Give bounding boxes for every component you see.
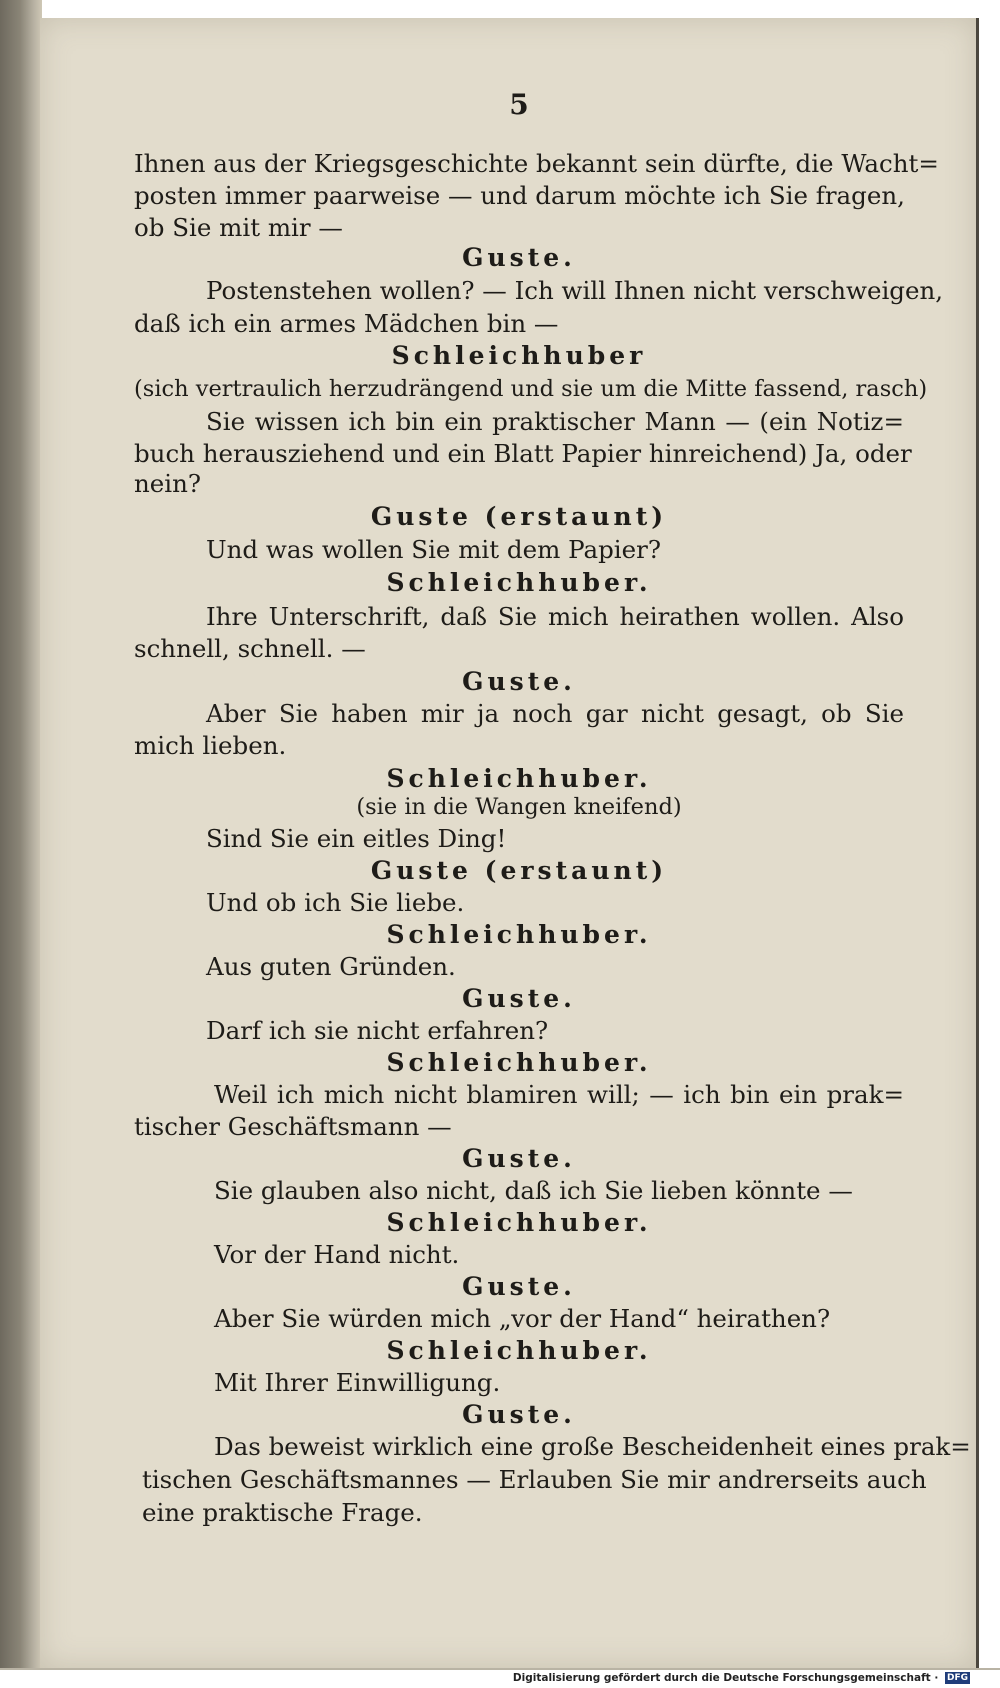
text-line: daß ich ein armes Mädchen bin — [134,309,559,338]
speaker-name: Schleichhuber. [386,1048,652,1077]
speaker-name: Schleichhuber. [386,1336,652,1365]
text-line: Sie wissen ich bin ein praktischer Mann — (ein Notiz= [206,407,904,436]
page-bottom-edge [0,1668,1000,1670]
speaker-name: Guste. [462,1144,576,1173]
speaker-name: Guste. [462,667,576,696]
text-line: ob Sie mit mir — [134,213,343,242]
text-line: Ihre Unterschrift, daß Sie mich heirathen wollen. Also [206,602,904,631]
text-line: Postenstehen wollen? — Ich will Ihnen nicht verschweigen, [206,276,944,305]
speaker-name: Guste. [462,1400,576,1429]
text-line: Sie glauben also nicht, daß ich Sie lieben könnte — [214,1176,853,1205]
speaker-name: Guste. [462,984,576,1013]
text-line: Darf ich sie nicht erfahren? [206,1016,549,1045]
dfg-logo: DFG [946,1673,968,1683]
speaker-name: Schleichhuber. [386,920,652,949]
text-line: posten immer paarweise — und darum möchte ich Sie fragen, [134,181,905,210]
text-line: eine praktische Frage. [142,1498,423,1527]
speaker-name: Guste (erstaunt) [370,502,668,531]
speaker-name: Schleichhuber [391,341,647,370]
text-line: tischen Geschäftsmannes — Erlauben Sie mir andrerseits auch [142,1465,927,1494]
speaker-name: Guste (erstaunt) [370,856,668,885]
text-line: Weil ich mich nicht blamiren will; — ich bin ein prak= [214,1080,904,1109]
stage-direction: (sich vertraulich herzudrängend und sie um die Mitte fassend, rasch) [134,376,928,402]
speaker-name: Schleichhuber. [386,764,652,793]
text-line: nein? [134,469,202,498]
text-line: buch herausziehend und ein Blatt Papier hinreichend) Ja, oder [134,439,912,468]
text-line: Aber Sie haben mir ja noch gar nicht gesagt, ob Sie [206,699,904,728]
digitization-credit [513,1672,970,1684]
speaker-name: Guste. [462,1272,576,1301]
text-line: Ihnen aus der Kriegsgeschichte bekannt sein dürfte, die Wacht= [134,149,939,178]
text-line: Vor der Hand nicht. [214,1240,460,1269]
book-page [40,18,979,1668]
speaker-name: Schleichhuber. [386,568,652,597]
text-line: schnell, schnell. — [134,634,366,663]
book-spine-shadow [0,0,42,1668]
text-line: mich lieben. [134,731,287,760]
text-line: Und was wollen Sie mit dem Papier? [206,535,661,564]
speaker-name: Guste. [462,243,576,272]
text-line: tischer Geschäftsmann — [134,1112,452,1141]
text-line: Mit Ihrer Einwilligung. [214,1368,501,1397]
text-line: Das beweist wirklich eine große Bescheidenheit eines prak= [214,1432,971,1461]
page-number: 5 [509,88,529,121]
stage-direction: (sie in die Wangen kneifend) [356,794,682,820]
credit-text: Digitalisierung gefördert durch die Deutsche Forschungsgemeinschaft · [512,1672,939,1684]
text-line: Sind Sie ein eitles Ding! [206,824,507,853]
speaker-name: Schleichhuber. [386,1208,652,1237]
text-line: Aber Sie würden mich „vor der Hand“ heirathen? [214,1304,831,1333]
text-line: Aus guten Gründen. [206,952,456,981]
text-line: Und ob ich Sie liebe. [206,888,465,917]
